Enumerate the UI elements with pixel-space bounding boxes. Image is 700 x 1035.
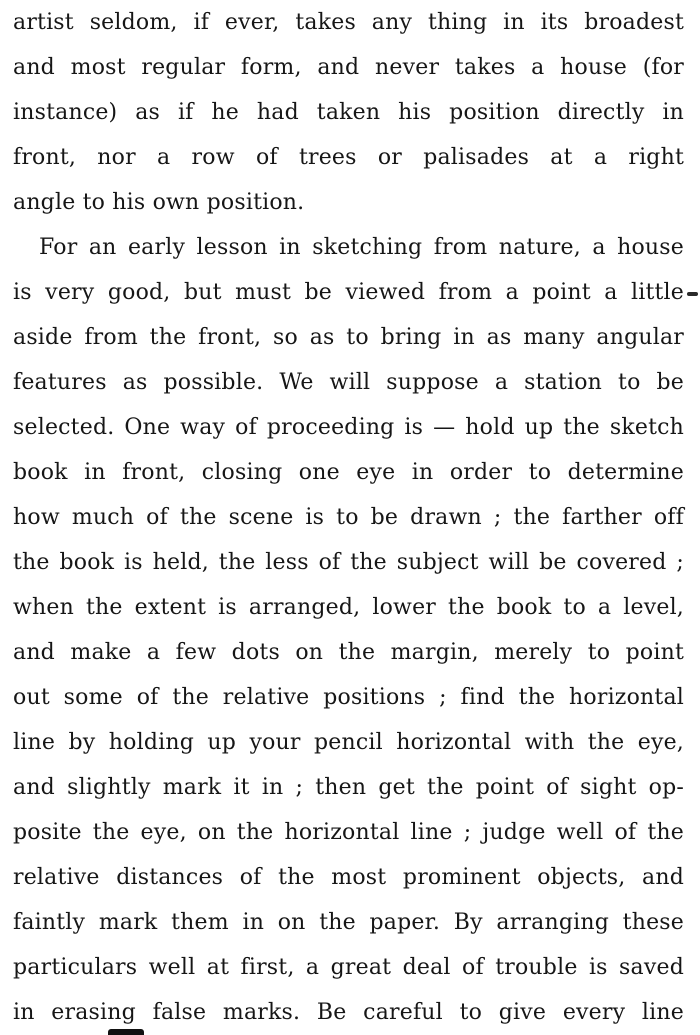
text-line: is very good, but must be viewed from a point a little <box>13 280 684 305</box>
text-line: particulars well at first, a great deal of trouble is saved <box>13 955 684 980</box>
text-line: book in front, closing one eye in order to determine <box>13 460 684 485</box>
text-line: in erasing false marks. Be careful to give every line <box>13 1000 684 1025</box>
text-line: instance) as if he had taken his position directly in <box>13 100 684 125</box>
text-line: aside from the front, so as to bring in as many angular <box>13 325 684 350</box>
text-line: artist seldom, if ever, takes any thing in its broadest <box>13 10 684 35</box>
text-line: For an early lesson in sketching from nature, a house <box>39 235 684 260</box>
scan-artifact-dash <box>687 292 698 296</box>
text-line: selected. One way of proceeding is — hold up the sketch <box>13 415 684 440</box>
text-line: and most regular form, and never takes a house (for <box>13 55 684 80</box>
text-line: the book is held, the less of the subject will be covered ; <box>13 550 684 575</box>
text-line: and make a few dots on the margin, merely to point <box>13 640 684 665</box>
text-line: faintly mark them in on the paper. By arranging these <box>13 910 684 935</box>
text-line: and slightly mark it in ; then get the point of sight op- <box>13 775 684 800</box>
text-line: when the extent is arranged, lower the book to a level, <box>13 595 684 620</box>
text-line: front, nor a row of trees or palisades at a right <box>13 145 684 170</box>
text-line: features as possible. We will suppose a station to be <box>13 370 684 395</box>
text-line: angle to his own position. <box>13 190 305 215</box>
text-line: out some of the relative positions ; find the horizontal <box>13 685 684 710</box>
text-line: line by holding up your pencil horizontal with the eye, <box>13 730 684 755</box>
text-line: how much of the scene is to be drawn ; the farther off <box>13 505 684 530</box>
text-line: relative distances of the most prominent objects, and <box>13 865 684 890</box>
scan-artifact-smudge <box>108 1029 144 1035</box>
text-line: posite the eye, on the horizontal line ; judge well of the <box>13 820 684 845</box>
